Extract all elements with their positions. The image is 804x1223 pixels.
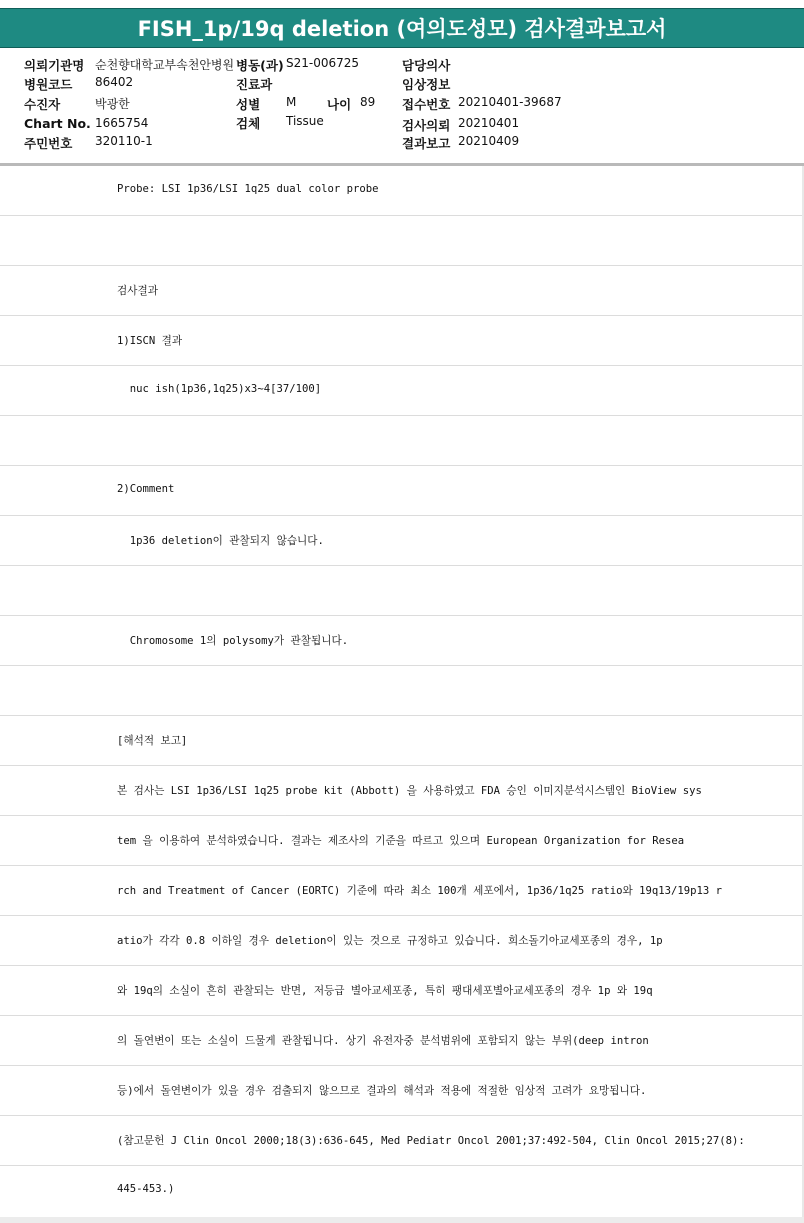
id-value: 320110-1 [95,134,153,148]
row-text: 와 19q의 소실이 흔히 관찰되는 반면, 저등급 별아교세포종, 특히 팽대세포별아교세포종의 경우 1p 와 19q [117,985,653,997]
report-row [0,1166,804,1216]
report-row [0,466,804,516]
dept-value: S21-006725 [286,56,360,70]
report-row [0,1116,804,1166]
receipt-value: 20210401-39687 [458,95,562,109]
row-text: 의 돌연변이 또는 소실이 드물게 관찰됩니다. 상기 유전자중 분석범위에 포함되지 않는 부위(deep intron [117,1035,649,1047]
report-row [0,566,804,616]
age-label: 나이 [327,97,352,112]
row-text: 1p36 deletion이 관찰되지 않습니다. [117,535,324,547]
report-row [0,516,804,566]
report-row [0,316,804,366]
row-text: 검사결과 [117,285,158,297]
report-title: FISH_1p/19q deletion (여의도성모) 검사결과보고서 [137,17,667,41]
report-row [0,816,804,866]
report-row [0,966,804,1016]
report-row [0,716,804,766]
row-text: 등)에서 돌연변이가 있을 경우 검출되지 않으므로 결과의 해석과 적용에 적절한 임상적 고려가 요망됩니다. [117,1085,647,1097]
row-text: rch and Treatment of Cancer (EORTC) 기준에 따라 최소 100개 세포에서, 1p36/1q25 ratio와 19q13/19p13 r [117,885,723,897]
hospital-code-value: 86402 [95,75,134,89]
attending-label: 담당의사 [402,58,451,73]
report-body [0,166,804,1216]
report-row [0,866,804,916]
row-text: nuc ish(1p36,1q25)x3~4[37/100] [117,383,322,395]
age-value: 89 [360,95,376,109]
row-text: Chromosome 1의 polysomy가 관찰됩니다. [117,635,349,647]
result-report-label: 결과보고 [402,136,451,151]
id-label: 주민번호 [24,136,73,151]
specimen-value: Tissue [286,114,324,128]
row-text: 1)ISCN 결과 [117,335,183,347]
report-row [0,416,804,466]
row-text: [해석적 보고] [117,735,188,747]
horizontal-scrollbar[interactable] [0,1217,804,1223]
row-text: 2)Comment [117,483,175,495]
sex-label: 성별 [236,97,261,112]
chart-no-value: 1665754 [95,116,149,130]
patient-value: 박광한 [95,97,130,111]
patient-label: 수진자 [24,97,61,112]
report-row [0,1066,804,1116]
receipt-label: 접수번호 [402,97,451,112]
row-text: 본 검사는 LSI 1p36/LSI 1q25 probe kit (Abbott) 을 사용하였고 FDA 승인 이미지분석시스템인 BioView sys [117,785,702,797]
request-org-value: 순천향대학교부속천안병원 [95,58,235,72]
row-text: 445-453.) [117,1183,175,1195]
report-row [0,916,804,966]
clinic-label: 진료과 [236,77,273,92]
dept-label: 병동(과) [236,58,284,73]
report-row [0,766,804,816]
report-row [0,1016,804,1066]
row-text: (참고문헌 J Clin Oncol 2000;18(3):636-645, Med Pediatr Oncol 2001;37:492-504, Clin Oncol 2015;27(8): [117,1135,745,1147]
request-org-label: 의뢰기관명 [24,58,85,73]
row-text: Probe: LSI 1p36/LSI 1q25 dual color probe [117,183,379,195]
exam-request-value: 20210401 [458,116,520,130]
clinical-info-label: 임상정보 [402,77,451,92]
report-row [0,216,804,266]
hospital-code-label: 병원코드 [24,77,73,92]
patient-header [0,52,804,164]
report-row [0,266,804,316]
row-text: atio가 각각 0.8 이하일 경우 deletion이 있는 것으로 규정하고 있습니다. 희소돌기아교세포종의 경우, 1p [117,935,663,947]
exam-request-label: 검사의뢰 [402,118,451,133]
sex-value: M [286,95,297,109]
report-row [0,366,804,416]
specimen-label: 검체 [236,116,261,131]
result-report-value: 20210409 [458,134,520,148]
chart-no-label: Chart No. [24,116,91,131]
report-row [0,166,804,216]
report-row [0,616,804,666]
row-text: tem 을 이용하여 분석하였습니다. 결과는 제조사의 기준을 따르고 있으며 European Organization for Resea [117,835,685,847]
report-row [0,666,804,716]
report-title-bar [0,8,804,48]
